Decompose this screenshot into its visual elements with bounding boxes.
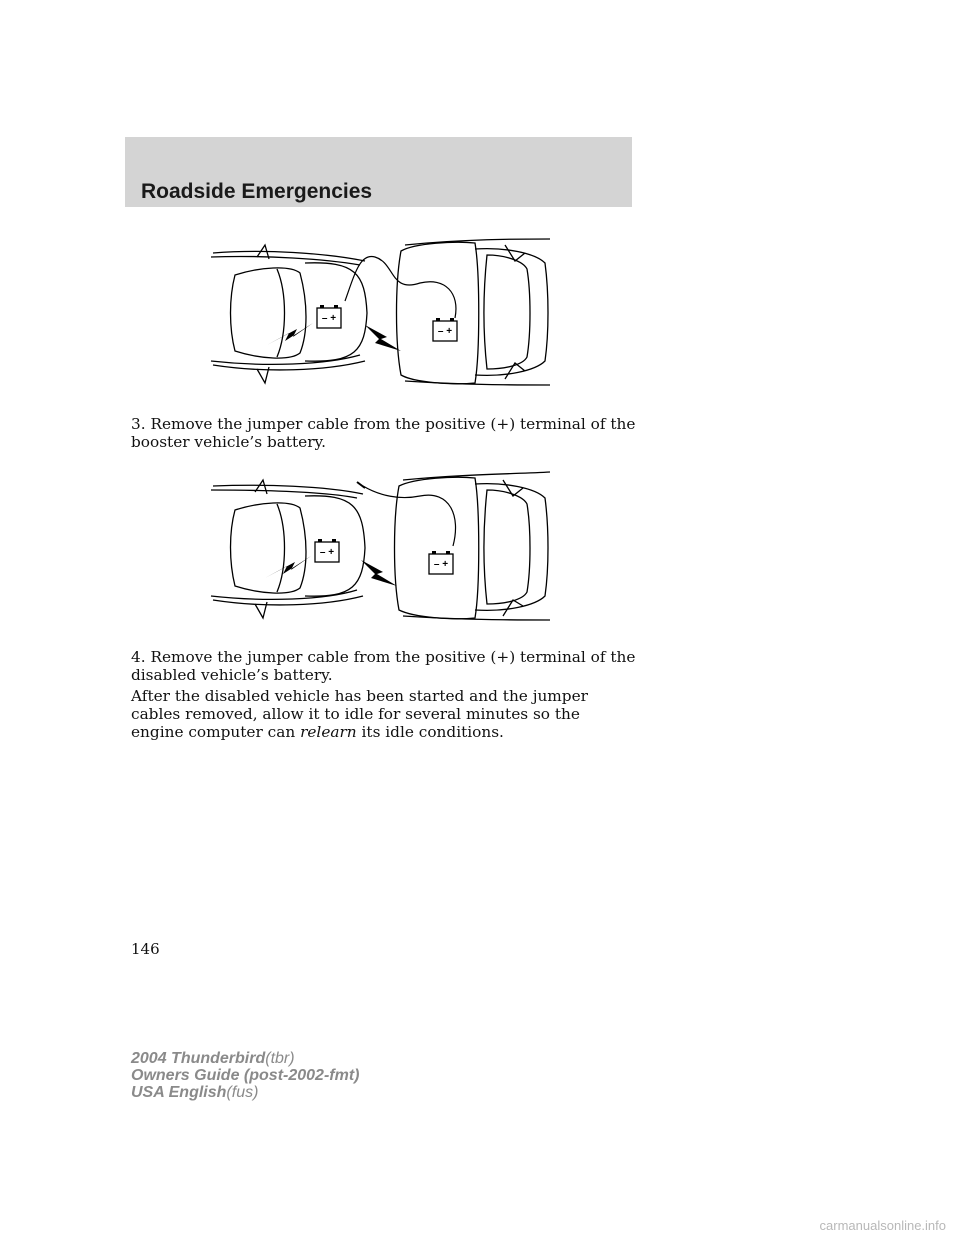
booster-battery-icon [315,539,339,562]
page-number: 146 [131,940,160,958]
section-title: Roadside Emergencies [141,180,373,203]
after-start-text: After the disabled vehicle has been started and the jumper cables removed, allow it to idle for several minutes so the engine computer can relearn its idle conditions. [131,687,588,741]
svg-text:– +: – + [321,313,337,324]
svg-text:– +: – + [319,547,335,558]
disabled-battery-icon [433,318,457,341]
lightning-bolt-icon [365,325,401,351]
step-4-text: 4. Remove the jumper cable from the positive (+) terminal of the disabled vehicle’s battery. [131,648,636,684]
svg-text:– +: – + [433,559,449,570]
document-footer: 2004 Thunderbird(tbr) Owners Guide (post-2002-fmt) USA English(fus) [131,1050,360,1101]
relearn-emphasis: relearn [300,723,357,741]
step-3-text: 3. Remove the jumper cable from the positive (+) terminal of the booster vehicle’s battery. [131,415,636,451]
lightning-bolt-icon [361,560,397,586]
watermark: carmanualsonline.info [819,1218,946,1233]
booster-battery-icon [317,305,341,328]
jump-start-diagram-1 [205,233,565,393]
svg-text:– +: – + [437,326,453,337]
jump-start-diagram-2 [205,466,565,630]
disabled-battery-icon [429,551,453,574]
